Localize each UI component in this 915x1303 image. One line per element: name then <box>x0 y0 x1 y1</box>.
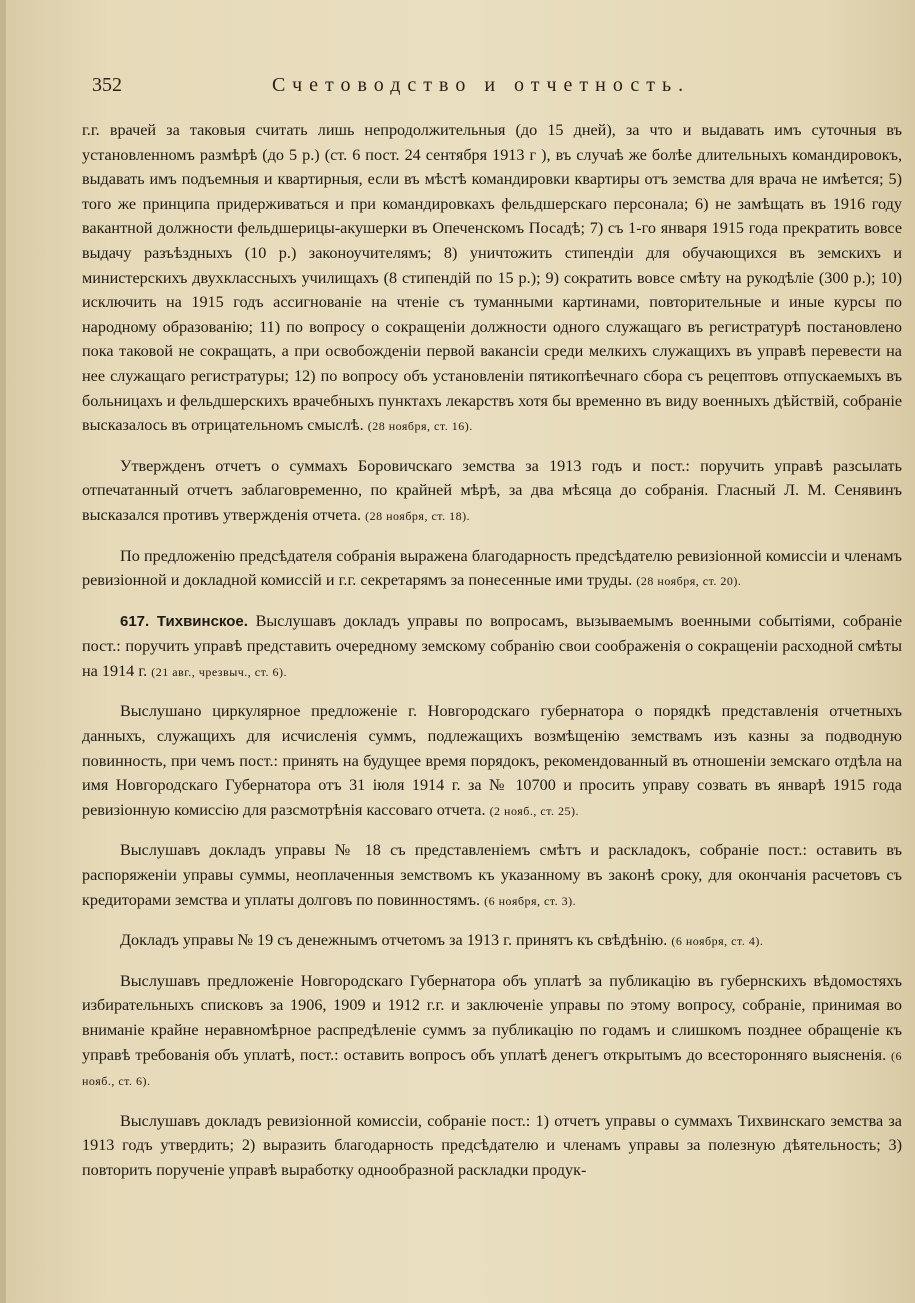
entry-location: Тихвинское. <box>156 612 248 630</box>
citation-ref: (28 ноября, ст. 20). <box>636 574 742 589</box>
page-header <box>92 70 892 100</box>
paragraph-text: Выслушано циркулярное предложеніе г. Новгородскаго губернатора о порядкѣ представленія отчетныхъ данныхъ, служащихъ для исчисленія суммъ, подлежащихъ возмѣщенію земствамъ изъ казны за подводную повинность, при чемъ пост.: принять на будущее время порядокъ, рекомендованный въ отношеніи земскаго отдѣла на имя Новгородскаго Губернатора отъ 31 іюля 1914 г. за № 10700 и просить управу созвать въ январѣ 1915 года ревизіонную комиссію для разсмотрѣнія кассоваго отчета. <box>82 702 902 819</box>
paragraph-text: Выслушавъ докладъ ревизіонной комиссіи, собраніе пост.: 1) отчетъ управы о суммахъ Тихвинскаго земства за 1913 годъ утвердить; 2) выразить благодарность предсѣдателю и членамъ управы за полезную дѣятельность; 3) повторить порученіе управѣ выработку однообразной раскладки продук- <box>82 1111 902 1179</box>
citation-ref: (28 ноября, ст. 16). <box>367 419 473 434</box>
paragraph-text: Выслушавъ предложеніе Новгородскаго Губернатора объ уплатѣ за публикацію въ губернскихъ вѣдомостяхъ избирательныхъ списковъ за 1906, 1909 и 1912 г.г. и заключеніе управы по этому вопросу, собраніе, принимая во вниманіе крайне неравномѣрное распредѣленіе суммъ за публикацію по годамъ и слишкомъ позднее обращеніе къ управѣ требованія объ уплатѣ, пост.: оставить вопросъ объ уплатѣ денегъ открытымъ до всесторонняго выясненія. <box>82 971 902 1064</box>
paragraph-text: г.г. врачей за таковыя считать лишь непродолжительныя (до 15 дней), за что и выдавать имъ суточныя въ установленномъ размѣрѣ (до 5 р.) (ст. 6 пост. 24 сентября 1913 г ), въ случаѣ же болѣе длительныхъ командировокъ, выдавать имъ подъемныя и квартирныя, если въ мѣстѣ командировки квартиры отъ земства для врача не имѣется; 5) того же принципа придерживаться и при командировкахъ фельдшерскаго персонала; 6) не замѣщать въ 1916 году вакантной должности фельдшерицы-акушерки въ Опеченскомъ Посадѣ; 7) съ 1-го января 1915 года прекратить вовсе выдачу разъѣздныхъ (10 р.) законоучителямъ; 8) уничтожить стипендіи для обучающихся въ земскихъ и министерскихъ двухклассныхъ училищахъ (8 стипендій по 15 р.); 9) сократить вовсе смѣту на рукодѣліе (300 р.); 10) исключить на 1915 годъ ассигнованіе на чтеніе съ туманными картинами, повторительные и иные курсы по народному образованію; 11) по вопросу о сокращеніи должности одного служащаго въ регистратурѣ постановлено пока таковой не сокращать, а при освобожденіи первой вакансіи среди мелкихъ служащихъ въ управѣ перевести на нее служащаго регистратуры; 12) по вопросу объ установленіи пятикопѣечнаго сбора съ рецептовъ отпускаемыхъ въ больницахъ и фельдшерскихъ врачебныхъ пунктахъ лекарствъ хотя бы временно въ виду военныхъ дѣйствій, собраніе высказалось въ отрицательномъ смыслѣ. <box>82 121 902 435</box>
citation-ref: (6 ноября, ст. 4). <box>671 934 764 949</box>
citation-ref: (6 нояб., ст. 6). <box>82 1048 902 1089</box>
paragraph-2 <box>82 454 902 529</box>
paragraph-text: Докладъ управы № 19 съ денежнымъ отчетомъ за 1913 г. принятъ къ свѣдѣнію. <box>120 931 668 950</box>
paragraph-6 <box>82 838 902 913</box>
citation-ref: (21 авг., чрезвыч., ст. 6). <box>151 664 287 679</box>
paragraph-text: Выслушавъ докладъ управы по вопросамъ, вызываемымъ военными событіями, собраніе пост.: поручить управѣ представить очередному земскому собранію свои соображенія о сокращеніи расходной смѣты на 1914 г. <box>82 611 903 680</box>
page-edge-shadow <box>0 0 6 1303</box>
paragraph-text: По предложенію предсѣдателя собранія выражена благодарность предсѣдателю ревизіонной комиссіи и членамъ ревизіонной и докладной комиссій и г.г. секретарямъ за понесенные ими труды. <box>82 546 902 590</box>
paragraph-7 <box>82 928 902 954</box>
running-title: Счетоводство и отчетность. <box>272 74 691 96</box>
paragraph-8 <box>82 969 902 1094</box>
page-body <box>82 118 902 1199</box>
paragraph-3 <box>82 544 902 594</box>
entry-number: 617. <box>120 612 150 630</box>
page-number: 352 <box>92 74 122 96</box>
citation-ref: (28 ноября, ст. 18). <box>365 508 471 523</box>
paragraph-text: Выслушавъ докладъ управы № 18 съ представленіемъ смѣтъ и раскладокъ, собраніе пост.: оставить въ распоряженіи управы суммы, неоплаченныя земствомъ къ указанному въ законѣ сроку, для окончанія расчетовъ съ кредиторами земства и уплаты долговъ по повинностямъ. <box>82 841 902 909</box>
paragraph-4 <box>82 609 902 685</box>
paragraph-5 <box>82 699 902 823</box>
paragraph-1 <box>82 118 902 439</box>
paragraph-9 <box>82 1109 902 1184</box>
paragraph-text: Утвержденъ отчетъ о суммахъ Боровичскаго земства за 1913 годъ и пост.: поручить управѣ разсылать отпечатанный отчетъ заблаговременно, по крайней мѣрѣ, за два мѣсяца до собранія. Гласный Л. М. Сенявинъ высказался противъ утвержденія отчета. <box>82 456 902 524</box>
citation-ref: (2 нояб., ст. 25). <box>489 803 580 818</box>
citation-ref: (6 ноября, ст. 3). <box>484 893 577 908</box>
